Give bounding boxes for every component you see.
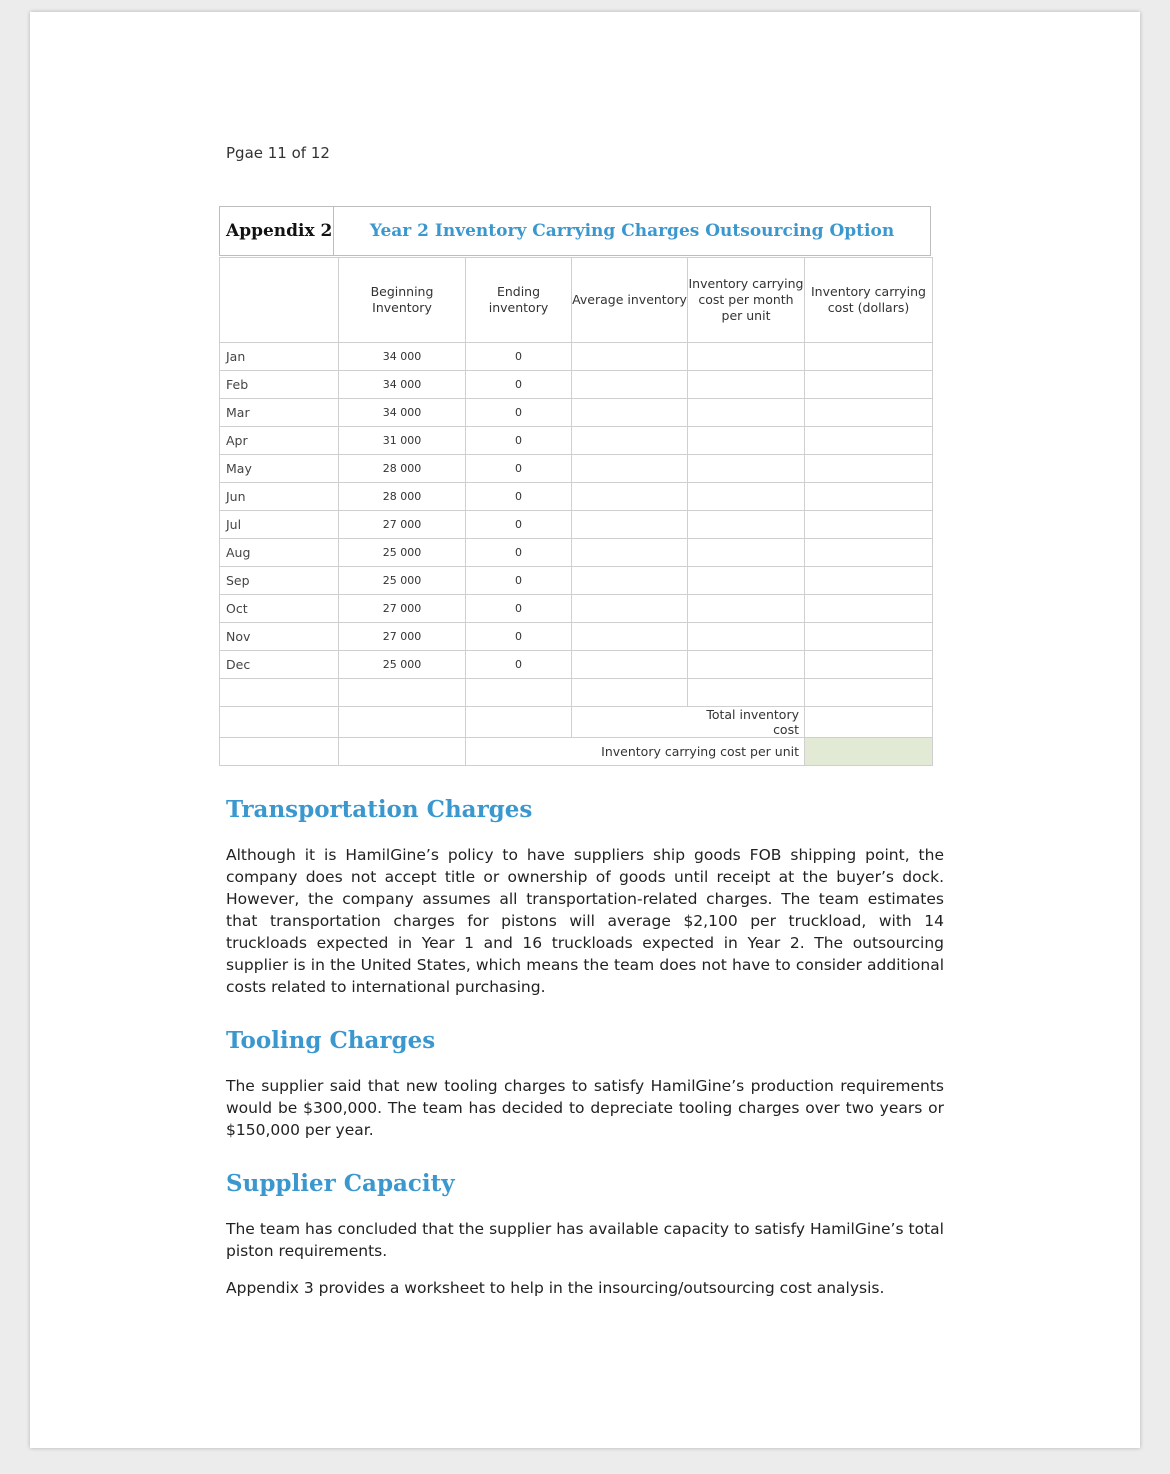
beginning-inventory-cell: 31 000 xyxy=(339,427,466,455)
month-cell: Mar xyxy=(220,399,339,427)
average-inventory-cell xyxy=(572,595,688,623)
carrying-cost-per-unit-cell xyxy=(688,623,805,651)
paragraph-tooling: The supplier said that new tooling charges to satisfy HamilGine’s production requirements would be $300,000. The team has decided to depreciate tooling charges over two years or $150,000 per year. xyxy=(226,1077,944,1139)
section-heading-supplier-capacity: Supplier Capacity xyxy=(226,1170,455,1197)
ending-inventory-cell: 0 xyxy=(466,455,572,483)
table-row xyxy=(220,595,933,623)
ending-inventory-cell: 0 xyxy=(466,511,572,539)
month-cell: Apr xyxy=(220,427,339,455)
average-inventory-cell xyxy=(572,483,688,511)
month-cell: Jul xyxy=(220,511,339,539)
carrying-cost-dollars-cell xyxy=(805,371,933,399)
month-cell: Nov xyxy=(220,623,339,651)
beginning-inventory-cell: 28 000 xyxy=(339,483,466,511)
month-cell: Jan xyxy=(220,343,339,371)
ending-inventory-cell: 0 xyxy=(466,651,572,679)
blank-cell xyxy=(220,679,339,707)
month-cell: Oct xyxy=(220,595,339,623)
average-inventory-cell xyxy=(572,455,688,483)
table-row xyxy=(220,623,933,651)
carrying-cost-dollars-cell xyxy=(805,399,933,427)
carrying-cost-dollars-cell xyxy=(805,623,933,651)
ending-inventory-cell: 0 xyxy=(466,371,572,399)
table-row xyxy=(220,651,933,679)
header-ending-inventory: Ending inventory xyxy=(466,258,572,343)
carrying-cost-dollars-cell xyxy=(805,343,933,371)
blank-cell xyxy=(339,738,466,766)
blank-cell xyxy=(339,707,466,738)
ending-inventory-cell: 0 xyxy=(466,343,572,371)
page-number: Pgae 11 of 12 xyxy=(226,144,330,162)
carrying-cost-dollars-cell xyxy=(805,595,933,623)
header-carrying-cost-per-unit: Inventory carrying cost per month per unit xyxy=(688,258,805,343)
total-row xyxy=(220,707,933,738)
month-cell: Dec xyxy=(220,651,339,679)
table-row xyxy=(220,539,933,567)
carrying-cost-per-unit-cell xyxy=(688,399,805,427)
carrying-cost-per-unit-cell xyxy=(688,483,805,511)
average-inventory-cell xyxy=(572,511,688,539)
table-row xyxy=(220,567,933,595)
carrying-cost-per-unit-cell xyxy=(688,343,805,371)
month-cell: Aug xyxy=(220,539,339,567)
header-carrying-cost-dollars: Inventory carrying cost (dollars) xyxy=(805,258,933,343)
blank-cell xyxy=(220,707,339,738)
blank-row xyxy=(220,679,933,707)
carrying-cost-dollars-cell xyxy=(805,427,933,455)
paragraph-appendix-reference: Appendix 3 provides a worksheet to help in the insourcing/outsourcing cost analysis. xyxy=(226,1279,885,1297)
carrying-cost-per-unit-label: Inventory carrying cost per unit xyxy=(466,738,805,766)
appendix-title: Year 2 Inventory Carrying Charges Outsourcing Option xyxy=(369,221,895,241)
paragraph-supplier-capacity: The team has concluded that the supplier has available capacity to satisfy HamilGine’s total piston requirements. xyxy=(226,1220,944,1260)
ending-inventory-cell: 0 xyxy=(466,623,572,651)
table-row xyxy=(220,483,933,511)
ending-inventory-cell: 0 xyxy=(466,567,572,595)
carrying-cost-dollars-cell xyxy=(805,567,933,595)
carrying-cost-dollars-cell xyxy=(805,483,933,511)
beginning-inventory-cell: 28 000 xyxy=(339,455,466,483)
appendix-label: Appendix 2 xyxy=(220,207,334,255)
table-row xyxy=(220,427,933,455)
month-cell: Jun xyxy=(220,483,339,511)
paragraph-transportation: Although it is HamilGine’s policy to have suppliers ship goods FOB shipping point, the company does not accept title or ownership of goods until receipt at the buyer’s dock. However, the company assumes all transportation-related charges. The team estimates that transportation charges for pistons will average $2,100 per truckload, with 14 truckloads expected in Year 1 and 16 truckloads expected in Year 2. The outsourcing supplier is in the United States, which means the team does not have to consider additional costs related to international purchasing. xyxy=(226,846,944,996)
ending-inventory-cell: 0 xyxy=(466,539,572,567)
average-inventory-cell xyxy=(572,567,688,595)
section-heading-transportation: Transportation Charges xyxy=(226,796,533,823)
average-inventory-cell xyxy=(572,651,688,679)
document-page xyxy=(30,12,1140,1448)
carrying-cost-per-unit-cell xyxy=(688,427,805,455)
per-unit-row xyxy=(220,738,933,766)
carrying-cost-per-unit-cell xyxy=(688,595,805,623)
month-cell: May xyxy=(220,455,339,483)
beginning-inventory-cell: 27 000 xyxy=(339,511,466,539)
beginning-inventory-cell: 34 000 xyxy=(339,343,466,371)
beginning-inventory-cell: 25 000 xyxy=(339,539,466,567)
blank-cell xyxy=(339,679,466,707)
blank-cell xyxy=(466,707,572,738)
header-beginning-inventory: Beginning Inventory xyxy=(339,258,466,343)
beginning-inventory-cell: 25 000 xyxy=(339,567,466,595)
header-average-inventory: Average inventory xyxy=(572,258,688,343)
carrying-cost-per-unit-cell xyxy=(688,455,805,483)
average-inventory-cell xyxy=(572,371,688,399)
average-inventory-cell xyxy=(572,427,688,455)
average-inventory-cell xyxy=(572,343,688,371)
carrying-cost-dollars-cell xyxy=(805,539,933,567)
beginning-inventory-cell: 34 000 xyxy=(339,399,466,427)
carrying-cost-dollars-cell xyxy=(805,455,933,483)
table-row xyxy=(220,455,933,483)
beginning-inventory-cell: 34 000 xyxy=(339,371,466,399)
ending-inventory-cell: 0 xyxy=(466,399,572,427)
beginning-inventory-cell: 25 000 xyxy=(339,651,466,679)
ending-inventory-cell: 0 xyxy=(466,595,572,623)
section-heading-tooling: Tooling Charges xyxy=(226,1027,436,1054)
ending-inventory-cell: 0 xyxy=(466,483,572,511)
average-inventory-cell xyxy=(572,539,688,567)
blank-cell xyxy=(220,738,339,766)
blank-cell xyxy=(572,707,688,738)
table-row xyxy=(220,511,933,539)
average-inventory-cell xyxy=(572,399,688,427)
beginning-inventory-cell: 27 000 xyxy=(339,623,466,651)
table-header-row xyxy=(220,258,933,343)
carrying-cost-dollars-cell xyxy=(805,511,933,539)
blank-cell xyxy=(572,679,688,707)
total-inventory-cost-label: Total inventory cost xyxy=(688,707,805,738)
beginning-inventory-cell: 27 000 xyxy=(339,595,466,623)
month-cell: Sep xyxy=(220,567,339,595)
month-cell: Feb xyxy=(220,371,339,399)
table-row xyxy=(220,399,933,427)
ending-inventory-cell: 0 xyxy=(466,427,572,455)
carrying-cost-per-unit-cell xyxy=(688,651,805,679)
blank-cell xyxy=(805,679,933,707)
appendix-header xyxy=(219,206,931,256)
carrying-cost-per-unit-cell xyxy=(688,567,805,595)
carrying-cost-per-unit-cell xyxy=(688,371,805,399)
header-blank xyxy=(220,258,339,343)
carrying-cost-dollars-cell xyxy=(805,651,933,679)
table-row xyxy=(220,371,933,399)
carrying-cost-per-unit-cell xyxy=(688,539,805,567)
table-row xyxy=(220,343,933,371)
inventory-table xyxy=(219,257,933,766)
carrying-cost-per-unit-cell xyxy=(688,511,805,539)
total-inventory-cost-value xyxy=(805,707,933,738)
average-inventory-cell xyxy=(572,623,688,651)
carrying-cost-per-unit-value xyxy=(805,738,933,766)
blank-cell xyxy=(466,679,572,707)
blank-cell xyxy=(688,679,805,707)
